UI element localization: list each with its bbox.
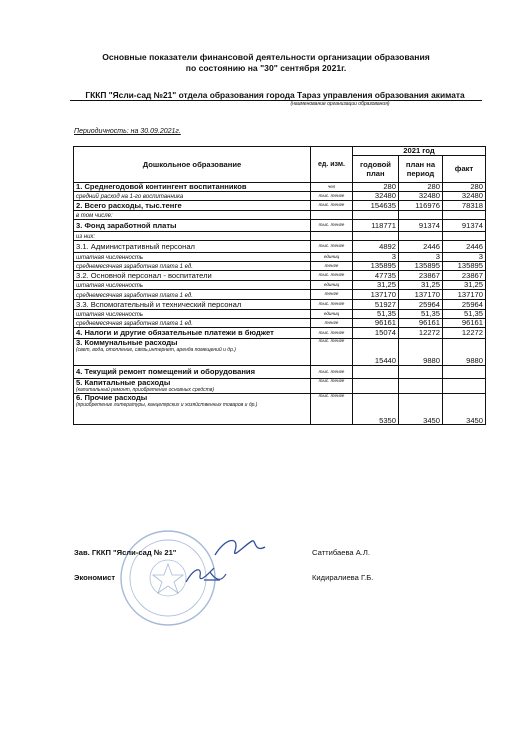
row-unit: тыс. тенге	[311, 328, 353, 339]
row-value-fact	[443, 211, 486, 220]
row-label: 5. Капитальные расходы	[76, 378, 171, 387]
row-label: 3. Фонд заработной платы	[76, 220, 177, 230]
row-label: 4. Текущий ремонт помещений и оборудования	[76, 367, 256, 377]
row-label-cell	[74, 241, 311, 253]
organization-hint: (наименование организации образования)	[290, 101, 390, 107]
row-value-fact	[443, 366, 486, 379]
row-value-period: 51,35	[399, 310, 443, 319]
row-label-cell	[74, 339, 311, 366]
row-label: среднемесячная заработная плата 1 ед.	[76, 292, 193, 299]
row-note: (капитальный ремонт, приобретение основных средств)	[76, 386, 215, 393]
row-unit: единиц	[311, 310, 353, 319]
row-unit: тенге	[311, 262, 353, 271]
row-value-period: 25964	[399, 300, 443, 310]
row-label: штатная численность	[76, 283, 144, 289]
table-row	[74, 241, 486, 253]
row-label-cell	[74, 253, 311, 262]
table-row	[74, 310, 486, 319]
row-value-period: 116976	[399, 201, 443, 211]
row-note: (приобретение литературы, канцелярских и хозяйственных товаров и др.)	[76, 401, 258, 408]
table-header-row	[74, 147, 486, 156]
row-unit: тыс. тенге	[311, 379, 353, 394]
table-row	[74, 300, 486, 310]
economist-signature-icon	[180, 562, 230, 588]
row-unit: тыс. тенге	[311, 220, 353, 232]
row-unit: тыс. тенге	[311, 241, 353, 253]
row-label: штатная численность	[76, 312, 144, 318]
economist-name: Кидиралиева Г.Б.	[312, 573, 374, 582]
row-label-cell	[74, 201, 311, 211]
row-value-period: 280	[399, 183, 443, 192]
row-unit: тыс. тенге	[311, 300, 353, 310]
table-row	[74, 262, 486, 271]
header-year: 2021 год	[353, 147, 486, 156]
row-value-period: 135895	[399, 262, 443, 271]
row-label-cell	[74, 220, 311, 232]
row-unit	[311, 211, 353, 220]
row-value-fact: 96161	[443, 319, 486, 328]
row-value-plan: 5350	[353, 394, 399, 425]
table-row	[74, 281, 486, 290]
row-value-period	[399, 232, 443, 241]
row-value-plan: 280	[353, 183, 399, 192]
row-label: среднемесячная заработная плата 1 ед.	[76, 264, 193, 270]
row-value-plan: 137170	[353, 290, 399, 300]
table-row	[74, 211, 486, 220]
row-value-period: 2446	[399, 241, 443, 253]
row-unit: тыс. тенге	[311, 201, 353, 211]
table-row	[74, 201, 486, 211]
row-value-fact: 25964	[443, 300, 486, 310]
table-row	[74, 192, 486, 201]
row-value-fact: 9880	[443, 339, 486, 366]
header-annual-plan: годовой план	[353, 156, 399, 183]
row-label-cell	[74, 281, 311, 290]
financial-indicators-table	[73, 146, 486, 425]
row-unit: чел	[311, 183, 353, 192]
header-unit: ед. изм.	[311, 147, 353, 183]
row-label: 2. Всего расходы, тыс.тенге	[76, 200, 182, 210]
row-value-period: 91374	[399, 220, 443, 232]
table-row	[74, 253, 486, 262]
row-value-plan: 32480	[353, 192, 399, 201]
row-value-plan: 96161	[353, 319, 399, 328]
row-value-period	[399, 211, 443, 220]
table-row	[74, 271, 486, 281]
row-value-fact: 12272	[443, 328, 486, 339]
row-value-plan	[353, 232, 399, 241]
header-section-title: Дошкольное образование	[74, 147, 311, 183]
row-unit: тыс. тенге	[311, 271, 353, 281]
row-label: 4. Налоги и другие обязательные платежи в бюджет	[76, 328, 274, 338]
row-value-period: 3	[399, 253, 443, 262]
row-value-plan: 15074	[353, 328, 399, 339]
row-value-period: 96161	[399, 319, 443, 328]
row-value-plan: 51,35	[353, 310, 399, 319]
row-label-cell	[74, 262, 311, 271]
row-value-plan: 118771	[353, 220, 399, 232]
row-value-plan: 31,25	[353, 281, 399, 290]
row-unit: единиц	[311, 253, 353, 262]
periodicity-label: Периодичность: на 30.09.2021г.	[74, 128, 181, 135]
row-value-fact: 3	[443, 253, 486, 262]
table-row	[74, 366, 486, 379]
header-period-plan: план на период	[399, 156, 443, 183]
table-row	[74, 183, 486, 192]
row-value-plan: 15440	[353, 339, 399, 366]
row-unit: тенге	[311, 290, 353, 300]
row-value-period: 31,25	[399, 281, 443, 290]
table-row	[74, 232, 486, 241]
row-label-cell	[74, 300, 311, 310]
row-value-fact: 51,35	[443, 310, 486, 319]
row-value-plan: 135895	[353, 262, 399, 271]
row-value-period: 32480	[399, 192, 443, 201]
row-value-plan: 4892	[353, 241, 399, 253]
row-value-period	[399, 366, 443, 379]
row-label: 3.3. Вспомогательный и технический персонал	[76, 299, 242, 309]
row-value-fact: 280	[443, 183, 486, 192]
row-value-plan: 3	[353, 253, 399, 262]
row-label: 6. Прочие расходы	[76, 393, 148, 403]
row-label: 1. Среднегодовой контингент воспитанников	[76, 182, 247, 192]
header-fact: факт	[443, 156, 486, 183]
row-label-cell	[74, 271, 311, 281]
organization-name: ГККП "Ясли-сад №21" отдела образования города Тараз управления образования акимата	[85, 90, 465, 100]
head-signature-icon	[210, 533, 270, 563]
table-row	[74, 290, 486, 300]
row-value-fact: 137170	[443, 290, 486, 300]
row-unit: единиц	[311, 281, 353, 290]
row-value-plan: 51927	[353, 300, 399, 310]
row-value-fact: 2446	[443, 241, 486, 253]
row-label-cell	[74, 192, 311, 201]
row-value-plan	[353, 211, 399, 220]
row-value-fact	[443, 232, 486, 241]
table-row	[74, 220, 486, 232]
row-value-fact: 23867	[443, 271, 486, 281]
row-value-fact: 32480	[443, 192, 486, 201]
row-label: 3.2. Основной персонал - воспитатели	[76, 270, 212, 280]
row-label-cell	[74, 379, 311, 394]
table-row	[74, 339, 486, 366]
economist-title: Экономист	[74, 573, 116, 582]
row-value-period: 23867	[399, 271, 443, 281]
row-label-cell	[74, 290, 311, 300]
row-value-period	[399, 379, 443, 394]
head-name: Саттибаева А.Л.	[312, 548, 370, 557]
row-value-fact: 91374	[443, 220, 486, 232]
row-unit: тыс. тенге	[311, 339, 353, 366]
table-row	[74, 394, 486, 425]
table-row	[74, 379, 486, 394]
row-label: 3.1. Административный персонал	[76, 241, 195, 251]
table-row	[74, 328, 486, 339]
row-label: в том числе:	[76, 213, 113, 219]
row-value-period: 9880	[399, 339, 443, 366]
document-title-line2: по состоянию на "30" сентября 2021г.	[185, 63, 347, 73]
row-note: (свет, вода, отопление, связь,интернет, аренда помещений и др.)	[76, 346, 236, 353]
table-row	[74, 319, 486, 328]
row-label-cell	[74, 394, 311, 425]
row-value-fact: 3450	[443, 394, 486, 425]
row-label-cell	[74, 328, 311, 339]
row-unit: тыс. тенге	[311, 366, 353, 379]
row-value-period: 12272	[399, 328, 443, 339]
row-label-cell	[74, 183, 311, 192]
row-value-plan: 154635	[353, 201, 399, 211]
row-value-period: 137170	[399, 290, 443, 300]
row-value-plan	[353, 366, 399, 379]
row-value-plan: 47735	[353, 271, 399, 281]
row-unit	[311, 232, 353, 241]
head-title: Зав. ГККП "Ясли-сад № 21"	[74, 548, 177, 557]
row-label: 3. Коммунальные расходы	[76, 338, 178, 347]
row-label-cell	[74, 310, 311, 319]
row-label: штатная численность	[76, 255, 144, 261]
row-unit: тыс. тенге	[311, 394, 353, 425]
row-value-fact: 135895	[443, 262, 486, 271]
row-label: среднемесячная заработная плата 1 ед.	[76, 321, 193, 327]
row-value-plan	[353, 379, 399, 394]
row-value-fact	[443, 379, 486, 394]
row-label-cell	[74, 366, 311, 379]
row-label-cell	[74, 232, 311, 241]
row-value-fact: 31,25	[443, 281, 486, 290]
row-label: из них:	[76, 234, 96, 240]
document-title-line1: Основные показатели финансовой деятельности организации образования	[102, 52, 430, 62]
row-unit: тыс. тенге	[311, 192, 353, 201]
row-value-fact: 78318	[443, 201, 486, 211]
row-label: средний расход на 1-го воспитанника	[76, 194, 184, 200]
row-label-cell	[74, 211, 311, 220]
row-unit: тенге	[311, 319, 353, 328]
row-value-period: 3450	[399, 394, 443, 425]
row-label-cell	[74, 319, 311, 328]
